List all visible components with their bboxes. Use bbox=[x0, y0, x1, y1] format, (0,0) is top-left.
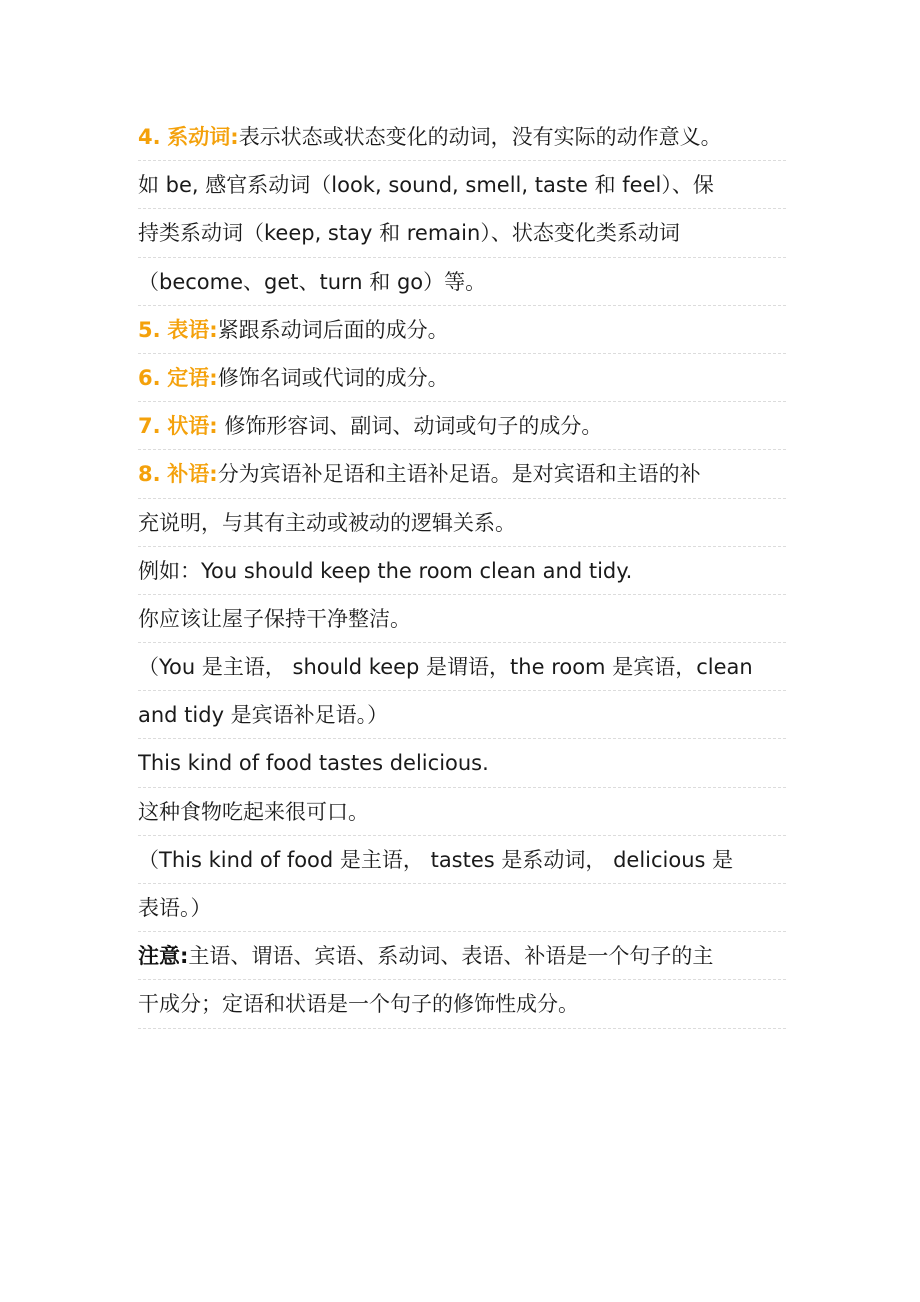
section-6-term: 定语: bbox=[167, 365, 218, 390]
example-analysis: （You 是主语， should keep 是谓语，the room 是宾语，clean bbox=[138, 655, 753, 680]
note-label: 注意: bbox=[138, 944, 189, 969]
section-8-line-1 bbox=[138, 450, 786, 498]
section-8-line-2 bbox=[138, 499, 786, 547]
section-8-text: 充说明，与其有主动或被动的逻辑关系。 bbox=[138, 510, 516, 535]
example-1-sentence bbox=[138, 547, 786, 595]
example-analysis: and tidy 是宾语补足语。） bbox=[138, 703, 389, 728]
example-2-translation bbox=[138, 788, 786, 836]
example-2-analysis-line-1 bbox=[138, 836, 786, 884]
section-8-term: 补语: bbox=[167, 462, 218, 487]
example-translation: 这种食物吃起来很可口。 bbox=[138, 799, 369, 824]
example-2-sentence bbox=[138, 739, 786, 787]
example-translation: 你应该让屋子保持干净整洁。 bbox=[138, 606, 411, 631]
section-4-text: 如 be, 感官系动词（look, sound, smell, taste 和 feel）、保 bbox=[138, 173, 714, 198]
note-text: 主语、谓语、宾语、系动词、表语、补语是一个句子的主 bbox=[188, 944, 714, 969]
section-6-number: 6. bbox=[138, 365, 161, 390]
note-text: 干成分；定语和状语是一个句子的修饰性成分。 bbox=[138, 992, 579, 1017]
note-line-1 bbox=[138, 932, 786, 980]
example-1-analysis-line-1 bbox=[138, 643, 786, 691]
section-4-line-2 bbox=[138, 161, 786, 209]
section-4-line-3 bbox=[138, 209, 786, 257]
section-6-text: 修饰名词或代词的成分。 bbox=[217, 365, 449, 390]
example-2-analysis-line-2 bbox=[138, 884, 786, 932]
section-4-text: 表示状态或状态变化的动词，没有实际的动作意义。 bbox=[238, 125, 722, 149]
example-analysis: （This kind of food 是主语， tastes 是系动词， delicious 是 bbox=[138, 847, 734, 872]
document-body bbox=[138, 113, 786, 1029]
note-line-2 bbox=[138, 980, 786, 1028]
example-analysis: 表语。） bbox=[138, 896, 212, 920]
section-7-text: 修饰形容词、副词、动词或句子的成分。 bbox=[217, 414, 603, 439]
section-7-number: 7. bbox=[138, 414, 161, 439]
section-7-line bbox=[138, 402, 786, 450]
example-1-translation bbox=[138, 595, 786, 643]
example-1-analysis-line-2 bbox=[138, 691, 786, 739]
section-5-line bbox=[138, 306, 786, 354]
section-6-line bbox=[138, 354, 786, 402]
section-4-number: 4. bbox=[138, 125, 161, 149]
section-5-term: 表语: bbox=[167, 317, 218, 342]
section-5-number: 5. bbox=[138, 317, 161, 342]
section-4-term: 系动词: bbox=[167, 125, 239, 149]
section-7-term: 状语: bbox=[167, 414, 218, 439]
section-4-line-1 bbox=[138, 113, 786, 161]
example-sentence: This kind of food tastes delicious. bbox=[138, 751, 489, 776]
section-4-line-4 bbox=[138, 258, 786, 306]
section-8-text: 分为宾语补足语和主语补足语。是对宾语和主语的补 bbox=[217, 462, 701, 487]
section-8-number: 8. bbox=[138, 462, 161, 487]
section-5-text: 紧跟系动词后面的成分。 bbox=[217, 317, 449, 342]
section-4-text: （become、get、turn 和 go）等。 bbox=[138, 269, 487, 294]
section-4-text: 持类系动词（keep, stay 和 remain）、状态变化类系动词 bbox=[138, 221, 680, 246]
example-sentence: 例如：You should keep the room clean and tidy. bbox=[138, 558, 633, 583]
